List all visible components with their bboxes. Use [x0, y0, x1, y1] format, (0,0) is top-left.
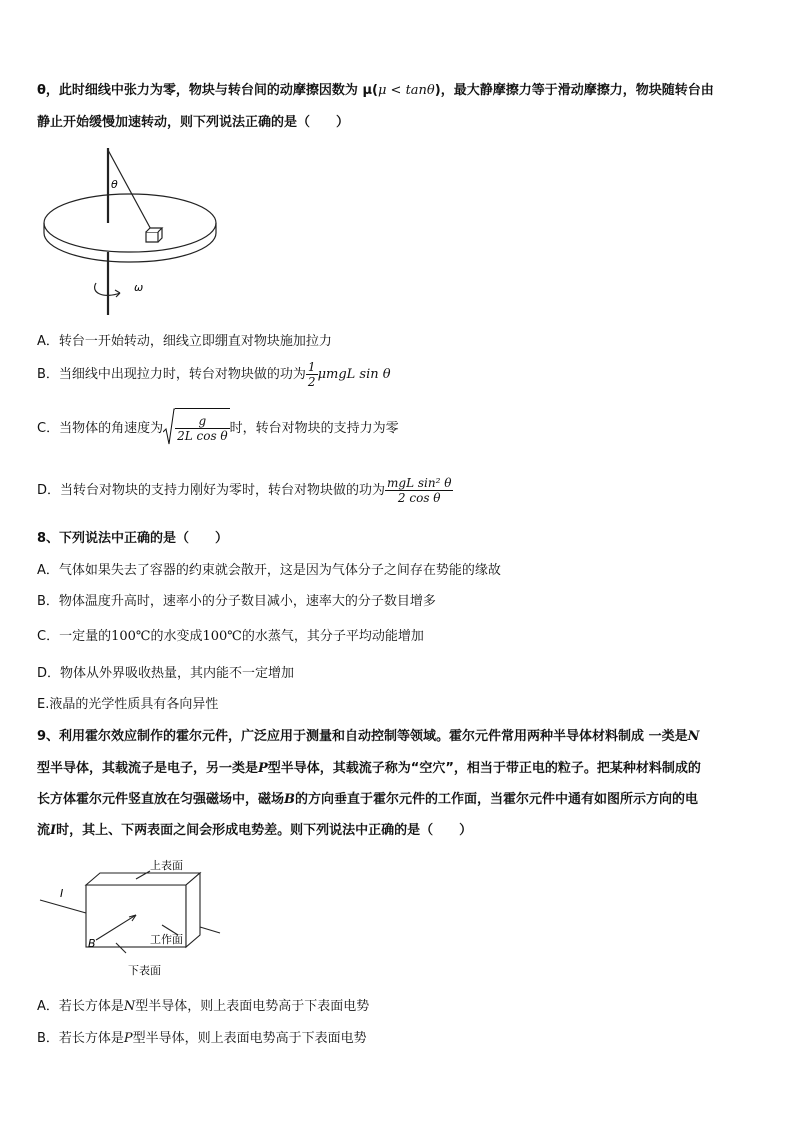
q9-stem-line4: 流I时，其上、下两表面之间会形成电势差。则下列说法中正确的是（ ） — [37, 823, 473, 838]
q7-option-c: C．当物体的角速度为 $\frac{g}{\text{2L cos θ}}$ 时，转台对物块的支持力为零 — [37, 408, 399, 449]
turntable-figure — [38, 143, 218, 323]
fraction-one-half: $\frac{1}{2}$ — [307, 360, 316, 389]
q7-option-b: B．当细线中出现拉力时，转台对物块做的功为 $\frac{1}{2}$ μmgL sin θ — [37, 360, 391, 389]
q7-stem-line1: θ，此时细线中张力为零，物块与转台间的动摩擦因数为 μ(μ < tanθ)，最大静摩擦力等于滑动摩擦力，物块随转台由 — [37, 83, 714, 98]
q8-option-a: A．气体如果失去了容器的约束就会散开，这是因为气体分子之间存在势能的缘故 — [37, 563, 501, 578]
q8-option-e: E.液晶的光学性质具有各向异性 — [37, 697, 219, 712]
q9-stem-line1: 9、利用霍尔效应制作的霍尔元件，广泛应用于测量和自动控制等领域。霍尔元件常用两种半导体材料制成 一类是N — [37, 729, 700, 744]
top-surface-label: 上表面 — [150, 859, 183, 872]
q8-stem: 8、下列说法中正确的是（ ） — [37, 531, 229, 546]
q8-option-d: D．物体从外界吸收热量，其内能不一定增加 — [37, 666, 295, 681]
q9-option-a: A．若长方体是N型半导体，则上表面电势高于下表面电势 — [37, 999, 370, 1014]
q9-stem-line3: 长方体霍尔元件竖直放在匀强磁场中，磁场B的方向垂直于霍尔元件的工作面，当霍尔元件中通有如图所示方向的电 — [37, 792, 699, 807]
fraction-work: $\frac{\text{mgL sin² θ}}{\text{2 cos θ}}$ — [387, 476, 452, 505]
current-i-label: I — [60, 887, 64, 900]
field-b-label: B — [88, 937, 96, 950]
radical-icon — [163, 408, 175, 448]
theta-label: θ — [111, 178, 118, 191]
q8-option-c: C．一定量的100℃的水变成100℃的水蒸气，其分子平均动能增加 — [37, 629, 424, 644]
q7-option-d: D．当转台对物块的支持力刚好为零时，转台对物块做的功为 $\frac{\text{mgL sin² θ}}{\text{2 cos θ}}$ — [37, 476, 452, 505]
q7-option-a: A．转台一开始转动，细线立即绷直对物块施加拉力 — [37, 334, 332, 349]
hall-element-figure — [38, 855, 238, 980]
q7-stem-line2: 静止开始缓慢加速转动，则下列说法正确的是（ ） — [37, 115, 350, 130]
work-surface-label: 工作面 — [150, 933, 183, 946]
bottom-surface-label: 下表面 — [128, 964, 161, 977]
omega-label: ω — [134, 281, 144, 294]
q9-stem-line2: 型半导体，其载流子是电子，另一类是P型半导体，其载流子称为“空穴”，相当于带正电的粒子。把某种材料制成的 — [37, 761, 701, 776]
q8-option-b: B．物体温度升高时，速率小的分子数目减小，速率大的分子数目增多 — [37, 594, 436, 609]
sqrt-expression: $\frac{g}{\text{2L cos θ}}$ — [163, 408, 230, 449]
q9-option-b: B．若长方体是P型半导体，则上表面电势高于下表面电势 — [37, 1031, 367, 1046]
